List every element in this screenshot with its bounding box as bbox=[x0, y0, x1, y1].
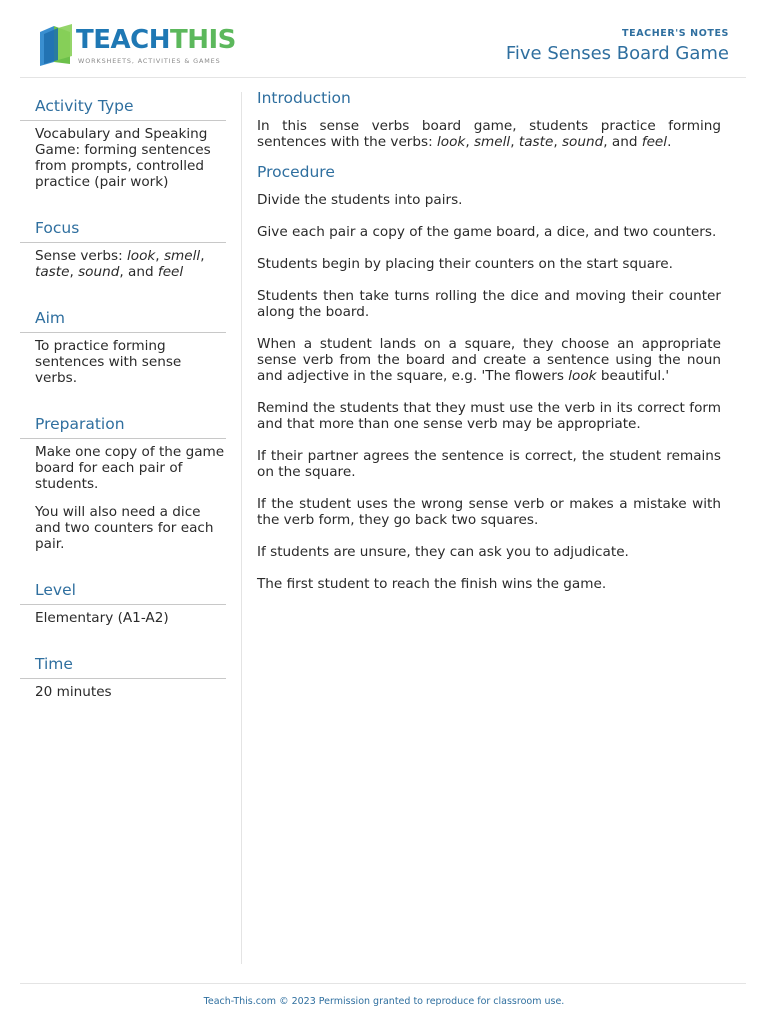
procedure-step: Divide the students into pairs. bbox=[257, 192, 463, 208]
procedure-step: Remind the students that they must use the verb in its correct form and that more than one sense verb may be appropriate. bbox=[257, 400, 721, 432]
logo-word-this: THIS bbox=[169, 25, 236, 55]
step-text-end: beautiful.' bbox=[596, 368, 670, 384]
page-header bbox=[0, 0, 768, 78]
verb-look: look bbox=[126, 248, 156, 264]
copyright-footer[interactable]: Teach-This.com © 2023 Permission granted to reproduce for classroom use. bbox=[203, 996, 565, 1007]
procedure-step: Give each pair a copy of the game board, a dice, and two counters. bbox=[257, 224, 717, 240]
book-logo-icon bbox=[36, 22, 76, 68]
procedure-step: Students begin by placing their counters on the start square. bbox=[257, 256, 673, 272]
aim-heading: Aim bbox=[20, 304, 226, 333]
preparation-section bbox=[20, 410, 226, 564]
separator: , bbox=[553, 134, 562, 150]
separator-and: , and bbox=[603, 134, 642, 150]
procedure-step: Students then take turns rolling the dice and moving their counter along the board. bbox=[257, 288, 721, 320]
column-divider bbox=[241, 92, 242, 964]
verb-feel: feel bbox=[157, 264, 184, 280]
header-divider bbox=[20, 77, 746, 78]
procedure-step: If their partner agrees the sentence is correct, the student remains on the square. bbox=[257, 448, 721, 480]
verb-smell: smell bbox=[163, 248, 201, 264]
intro-text-end: . bbox=[667, 134, 672, 150]
main-content bbox=[257, 88, 721, 608]
teach-this-logo[interactable] bbox=[36, 22, 236, 70]
aim-section bbox=[20, 304, 226, 410]
time-text: 20 minutes bbox=[35, 684, 112, 700]
verb-look: look bbox=[437, 134, 466, 150]
activity-type-section bbox=[20, 92, 226, 214]
footer-divider bbox=[20, 983, 746, 984]
focus-prefix: Sense verbs: bbox=[35, 248, 127, 264]
page-title: Five Senses Board Game bbox=[505, 43, 729, 64]
separator: , bbox=[510, 134, 519, 150]
preparation-heading: Preparation bbox=[20, 410, 226, 439]
procedure-step: The first student to reach the finish wins the game. bbox=[257, 576, 607, 592]
separator: , bbox=[465, 134, 474, 150]
step-text: When a student lands on a square, they choose an appropriate sense verb from the board and create a sentence using the noun and adjective in the square, e.g. 'The flowers bbox=[257, 336, 721, 384]
introduction-text bbox=[257, 118, 721, 150]
verb-look: look bbox=[568, 368, 597, 384]
separator: , bbox=[155, 248, 164, 264]
time-heading: Time bbox=[20, 650, 226, 679]
logo-word-teach: TEACH bbox=[76, 25, 170, 55]
teachers-notes-label: TEACHER'S NOTES bbox=[622, 28, 729, 39]
aim-text: To practice forming sentences with sense verbs. bbox=[35, 338, 182, 386]
preparation-text-1: Make one copy of the game board for each pair of students. bbox=[35, 444, 225, 492]
procedure-step: If students are unsure, they can ask you to adjudicate. bbox=[257, 544, 629, 560]
level-heading: Level bbox=[20, 576, 226, 605]
focus-text bbox=[35, 248, 226, 280]
verb-sound: sound bbox=[561, 134, 604, 150]
verb-taste: taste bbox=[518, 134, 554, 150]
time-section bbox=[20, 650, 226, 700]
procedure-heading: Procedure bbox=[257, 163, 335, 181]
level-text: Elementary (A1-A2) bbox=[35, 610, 169, 626]
intro-text-start: In this sense verbs board game, students practice forming sentences with the verbs: bbox=[257, 118, 721, 150]
verb-feel: feel bbox=[641, 134, 668, 150]
verb-taste: taste bbox=[35, 264, 70, 280]
focus-heading: Focus bbox=[20, 214, 226, 243]
procedure-step: If the student uses the wrong sense verb or makes a mistake with the verb form, they go back two squares. bbox=[257, 496, 721, 528]
level-section bbox=[20, 576, 226, 650]
logo-wordmark bbox=[76, 24, 236, 56]
activity-type-heading: Activity Type bbox=[20, 92, 226, 121]
procedure-step bbox=[257, 336, 721, 384]
separator: , bbox=[200, 248, 205, 264]
separator-and: , and bbox=[119, 264, 158, 280]
verb-sound: sound bbox=[78, 264, 120, 280]
verb-smell: smell bbox=[473, 134, 511, 150]
focus-section bbox=[20, 214, 226, 304]
activity-type-text: Vocabulary and Speaking Game: forming sentences from prompts, controlled practice (pair work) bbox=[35, 126, 211, 190]
introduction-heading: Introduction bbox=[257, 89, 351, 107]
separator: , bbox=[69, 264, 79, 280]
logo-tagline: WORKSHEETS, ACTIVITIES & GAMES bbox=[78, 57, 221, 65]
preparation-text-2: You will also need a dice and two counters for each pair. bbox=[35, 504, 214, 552]
info-sidebar bbox=[20, 92, 226, 700]
